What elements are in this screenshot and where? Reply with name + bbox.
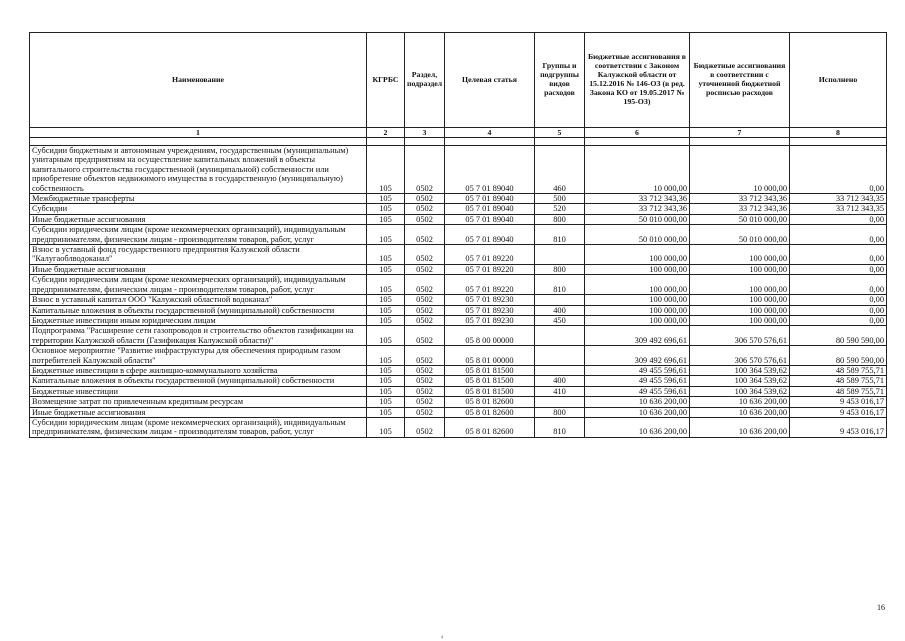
column-number: 7 [690, 128, 790, 138]
row-expense-group: 500 [535, 194, 585, 204]
table-row [30, 146, 887, 194]
row-law-budget: 50 010 000,00 [585, 225, 690, 245]
table-row [30, 295, 887, 305]
row-name: Субсидии юридическим лицам (кроме некоммерческих организаций), индивидуальным предпринимателям, физическим лицам - производителям товаров, работ, услуг [30, 275, 367, 295]
row-kgrbs: 105 [367, 417, 405, 437]
row-law-budget: 49 455 596,61 [585, 386, 690, 396]
table-row [30, 245, 887, 265]
row-target: 05 7 01 89230 [445, 305, 535, 315]
row-section: 0502 [405, 204, 445, 214]
row-executed: 0,00 [790, 295, 887, 305]
column-number: 6 [585, 128, 690, 138]
row-name: Капитальные вложения в объекты государственной (муниципальной) собственности [30, 376, 367, 386]
row-name: Бюджетные инвестиции в сфере жилищно-коммунального хозяйства [30, 365, 367, 375]
row-law-budget: 100 000,00 [585, 264, 690, 274]
row-refined-budget: 100 000,00 [690, 295, 790, 305]
row-kgrbs: 105 [367, 146, 405, 194]
row-name: Бюджетные инвестиции [30, 386, 367, 396]
row-refined-budget: 33 712 343,36 [690, 194, 790, 204]
col-header-name: Наименование [30, 33, 367, 128]
row-executed: 80 590 590,00 [790, 346, 887, 366]
row-target: 05 7 01 89040 [445, 146, 535, 194]
row-section: 0502 [405, 326, 445, 346]
row-name: Межбюджетные трансферты [30, 194, 367, 204]
row-law-budget: 33 712 343,36 [585, 194, 690, 204]
row-expense-group: 400 [535, 376, 585, 386]
row-law-budget: 100 000,00 [585, 315, 690, 325]
row-kgrbs: 105 [367, 397, 405, 407]
row-kgrbs: 105 [367, 407, 405, 417]
row-section: 0502 [405, 275, 445, 295]
row-section: 0502 [405, 407, 445, 417]
scan-mark: ‹ [441, 633, 444, 641]
row-expense-group: 810 [535, 225, 585, 245]
row-law-budget: 100 000,00 [585, 245, 690, 265]
col-header-target: Целевая статья [445, 33, 535, 128]
row-target: 05 7 01 89220 [445, 245, 535, 265]
table-row [30, 407, 887, 417]
row-executed: 0,00 [790, 214, 887, 224]
table-row [30, 315, 887, 325]
row-law-budget: 100 000,00 [585, 295, 690, 305]
column-number-row [30, 128, 887, 138]
row-law-budget: 10 636 200,00 [585, 397, 690, 407]
row-refined-budget: 100 364 539,62 [690, 376, 790, 386]
row-refined-budget: 100 364 539,62 [690, 365, 790, 375]
row-kgrbs: 105 [367, 346, 405, 366]
row-executed: 0,00 [790, 305, 887, 315]
row-section: 0502 [405, 386, 445, 396]
row-law-budget: 50 010 000,00 [585, 214, 690, 224]
row-target: 05 8 01 81500 [445, 386, 535, 396]
table-row [30, 194, 887, 204]
row-refined-budget: 306 570 576,61 [690, 346, 790, 366]
row-name: Возмещение затрат по привлеченным кредитным ресурсам [30, 397, 367, 407]
row-expense-group: 800 [535, 407, 585, 417]
row-kgrbs: 105 [367, 376, 405, 386]
page-number: 16 [877, 603, 885, 612]
row-target: 05 7 01 89230 [445, 295, 535, 305]
table-row [30, 346, 887, 366]
table-row [30, 225, 887, 245]
row-name: Взнос в уставный капитал ООО "Калужский областной водоканал" [30, 295, 367, 305]
row-name: Иные бюджетные ассигнования [30, 214, 367, 224]
row-name: Субсидии юридическим лицам (кроме некоммерческих организаций), индивидуальным предпринимателям, физическим лицам - производителям товаров, работ, услуг [30, 225, 367, 245]
row-law-budget: 33 712 343,36 [585, 204, 690, 214]
row-kgrbs: 105 [367, 225, 405, 245]
row-executed: 48 589 755,71 [790, 386, 887, 396]
row-section: 0502 [405, 397, 445, 407]
row-expense-group: 450 [535, 315, 585, 325]
row-executed: 0,00 [790, 275, 887, 295]
row-target: 05 7 01 89040 [445, 194, 535, 204]
col-header-expense-groups: Группы и подгруппы видов расходов [535, 33, 585, 128]
row-target: 05 7 01 89040 [445, 225, 535, 245]
row-name: Иные бюджетные ассигнования [30, 264, 367, 274]
row-expense-group: 460 [535, 146, 585, 194]
row-name: Субсидии юридическим лицам (кроме некоммерческих организаций), индивидуальным предпринимателям, физическим лицам - производителям товаров, работ, услуг [30, 417, 367, 437]
row-target: 05 7 01 89230 [445, 315, 535, 325]
row-target: 05 8 01 00000 [445, 346, 535, 366]
row-executed: 9 453 016,17 [790, 397, 887, 407]
row-refined-budget: 306 570 576,61 [690, 326, 790, 346]
row-kgrbs: 105 [367, 214, 405, 224]
row-expense-group: 810 [535, 275, 585, 295]
row-refined-budget: 10 636 200,00 [690, 397, 790, 407]
row-expense-group [535, 245, 585, 265]
row-executed: 0,00 [790, 245, 887, 265]
row-section: 0502 [405, 315, 445, 325]
budget-table [29, 32, 887, 438]
row-expense-group [535, 365, 585, 375]
row-law-budget: 49 455 596,61 [585, 376, 690, 386]
row-kgrbs: 105 [367, 245, 405, 265]
row-expense-group: 410 [535, 386, 585, 396]
table-row [30, 204, 887, 214]
row-name: Субсидии бюджетным и автономным учреждениям, государственным (муниципальным) унитарным предприятиям на осуществление капитальных вложений в объекты капитального строительства государственной (муниципальной) собственности или приобретение объектов недвижимого имущества в государственную (муниципальную) собственность [30, 146, 367, 194]
row-section: 0502 [405, 245, 445, 265]
row-executed: 33 712 343,35 [790, 204, 887, 214]
row-kgrbs: 105 [367, 264, 405, 274]
col-header-refined-budget: Бюджетные ассигнования в соответствии с уточненной бюджетной росписью расходов [690, 33, 790, 128]
row-section: 0502 [405, 376, 445, 386]
row-refined-budget: 100 000,00 [690, 305, 790, 315]
row-executed: 9 453 016,17 [790, 407, 887, 417]
row-kgrbs: 105 [367, 275, 405, 295]
row-law-budget: 49 455 596,61 [585, 365, 690, 375]
row-law-budget: 10 636 200,00 [585, 417, 690, 437]
row-refined-budget: 100 000,00 [690, 245, 790, 265]
table-header [30, 33, 887, 138]
table-row [30, 305, 887, 315]
table-row [30, 417, 887, 437]
row-executed: 0,00 [790, 146, 887, 194]
row-law-budget: 100 000,00 [585, 305, 690, 315]
row-kgrbs: 105 [367, 365, 405, 375]
row-refined-budget: 10 636 200,00 [690, 417, 790, 437]
row-kgrbs: 105 [367, 386, 405, 396]
row-section: 0502 [405, 305, 445, 315]
row-executed: 0,00 [790, 315, 887, 325]
row-refined-budget: 100 000,00 [690, 275, 790, 295]
row-section: 0502 [405, 214, 445, 224]
row-kgrbs: 105 [367, 315, 405, 325]
row-refined-budget: 100 364 539,62 [690, 386, 790, 396]
row-expense-group [535, 295, 585, 305]
row-executed: 33 712 343,35 [790, 194, 887, 204]
row-executed: 80 590 590,00 [790, 326, 887, 346]
column-number: 5 [535, 128, 585, 138]
row-target: 05 8 01 82600 [445, 417, 535, 437]
col-header-law-budget: Бюджетные ассигнования в соответствии с Законом Калужской области от 15.12.2016 № 146-ОЗ (в ред. Закона КО от 19.05.2017 № 195-ОЗ) [585, 33, 690, 128]
table-row [30, 326, 887, 346]
row-kgrbs: 105 [367, 305, 405, 315]
budget-report-sheet [29, 32, 886, 438]
row-target: 05 7 01 89040 [445, 214, 535, 224]
row-refined-budget: 10 636 200,00 [690, 407, 790, 417]
row-section: 0502 [405, 146, 445, 194]
column-number: 2 [367, 128, 405, 138]
row-target: 05 7 01 89220 [445, 275, 535, 295]
column-number: 3 [405, 128, 445, 138]
col-header-kgrbs: КГРБС [367, 33, 405, 128]
table-row [30, 214, 887, 224]
row-executed: 0,00 [790, 264, 887, 274]
column-number: 8 [790, 128, 887, 138]
table-row [30, 365, 887, 375]
table-row [30, 397, 887, 407]
row-expense-group [535, 397, 585, 407]
row-expense-group [535, 326, 585, 346]
row-law-budget: 309 492 696,61 [585, 326, 690, 346]
row-refined-budget: 50 010 000,00 [690, 214, 790, 224]
row-expense-group: 810 [535, 417, 585, 437]
row-section: 0502 [405, 365, 445, 375]
row-kgrbs: 105 [367, 204, 405, 214]
row-section: 0502 [405, 264, 445, 274]
row-name: Субсидии [30, 204, 367, 214]
row-law-budget: 10 636 200,00 [585, 407, 690, 417]
row-section: 0502 [405, 346, 445, 366]
row-kgrbs: 105 [367, 326, 405, 346]
row-kgrbs: 105 [367, 295, 405, 305]
table-body [30, 138, 887, 438]
row-refined-budget: 100 000,00 [690, 315, 790, 325]
row-name: Иные бюджетные ассигнования [30, 407, 367, 417]
row-expense-group: 800 [535, 264, 585, 274]
row-name: Подпрограмма "Расширение сети газопроводов и строительство объектов газификации на территории Калужской области (Газификация Калужской области)" [30, 326, 367, 346]
row-section: 0502 [405, 295, 445, 305]
row-expense-group: 800 [535, 214, 585, 224]
row-refined-budget: 10 000,00 [690, 146, 790, 194]
row-target: 05 8 01 82600 [445, 397, 535, 407]
row-law-budget: 100 000,00 [585, 275, 690, 295]
row-target: 05 7 01 89040 [445, 204, 535, 214]
table-row [30, 376, 887, 386]
row-target: 05 8 00 00000 [445, 326, 535, 346]
row-expense-group: 400 [535, 305, 585, 315]
row-section: 0502 [405, 225, 445, 245]
row-law-budget: 10 000,00 [585, 146, 690, 194]
col-header-executed: Исполнено [790, 33, 887, 128]
row-refined-budget: 33 712 343,36 [690, 204, 790, 214]
row-target: 05 7 01 89220 [445, 264, 535, 274]
row-section: 0502 [405, 417, 445, 437]
table-row [30, 264, 887, 274]
row-target: 05 8 01 81500 [445, 365, 535, 375]
col-header-section: Раздел, подраздел [405, 33, 445, 128]
row-law-budget: 309 492 696,61 [585, 346, 690, 366]
row-executed: 48 589 755,71 [790, 365, 887, 375]
table-row [30, 275, 887, 295]
row-executed: 0,00 [790, 225, 887, 245]
row-executed: 9 453 016,17 [790, 417, 887, 437]
row-kgrbs: 105 [367, 194, 405, 204]
row-refined-budget: 100 000,00 [690, 264, 790, 274]
row-target: 05 8 01 81500 [445, 376, 535, 386]
row-name: Капитальные вложения в объекты государственной (муниципальной) собственности [30, 305, 367, 315]
row-refined-budget: 50 010 000,00 [690, 225, 790, 245]
row-name: Основное мероприятие "Развитие инфраструктуры для обеспечения природным газом потребителей Калужской области" [30, 346, 367, 366]
row-target: 05 8 01 82600 [445, 407, 535, 417]
blank-row [30, 138, 887, 146]
row-name: Взнос в уставный фонд государственного предприятия Калужской области "Калугаоблводоканал" [30, 245, 367, 265]
column-number: 4 [445, 128, 535, 138]
row-section: 0502 [405, 194, 445, 204]
column-number: 1 [30, 128, 367, 138]
row-name: Бюджетные инвестиции иным юридическим лицам [30, 315, 367, 325]
row-expense-group [535, 346, 585, 366]
row-expense-group: 520 [535, 204, 585, 214]
row-executed: 48 589 755,71 [790, 376, 887, 386]
table-row [30, 386, 887, 396]
